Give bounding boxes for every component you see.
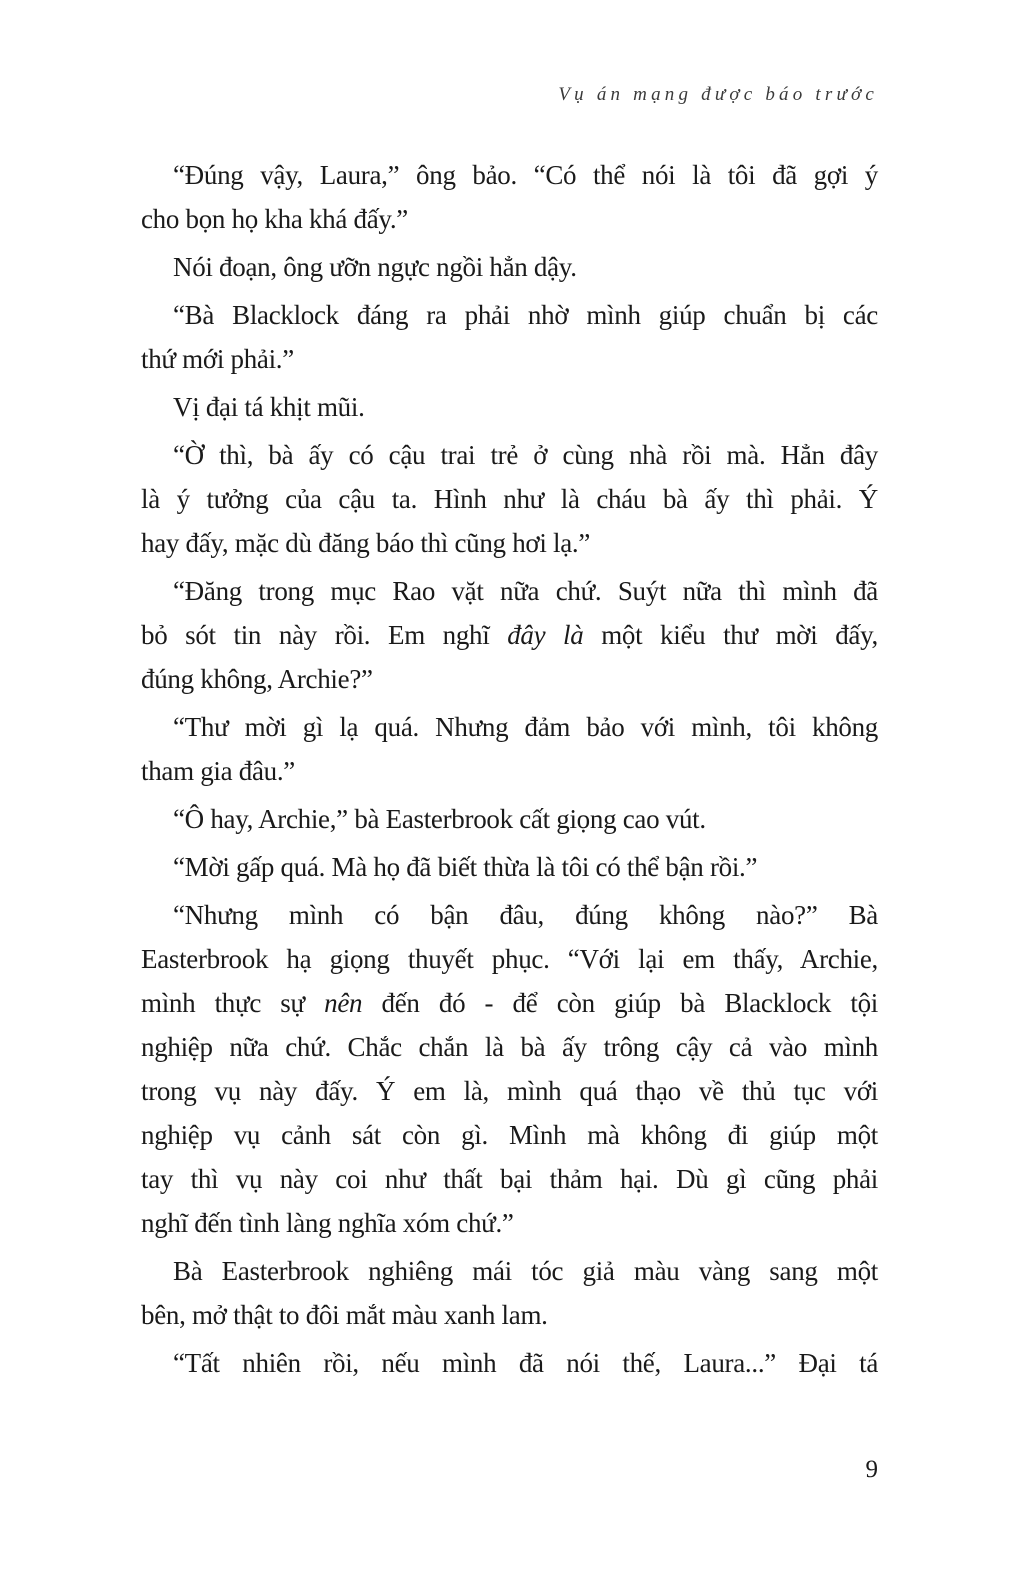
text-segment: trong vụ này đấy. Ý em là, mình quá thạo về thủ tục với	[141, 1076, 878, 1106]
text-line	[173, 435, 878, 475]
text-line	[141, 1295, 878, 1335]
text-segment: nghiệp nữa chứ. Chắc chắn là bà ấy trông cậy cả vào mình	[141, 1032, 878, 1062]
text-line	[173, 295, 878, 335]
text-line	[173, 571, 878, 611]
text-line	[141, 479, 878, 519]
text-segment: Vị đại tá khịt mũi.	[173, 392, 365, 422]
text-line	[173, 707, 878, 747]
text-segment: nghiệp vụ cảnh sát còn gì. Mình mà không đi giúp một	[141, 1120, 878, 1150]
text-line	[141, 1115, 878, 1155]
text-segment: nghĩ đến tình làng nghĩa xóm chứ.”	[141, 1208, 514, 1238]
text-line	[173, 155, 878, 195]
text-segment: đúng không, Archie?”	[141, 664, 373, 694]
text-line	[173, 1251, 878, 1291]
text-line	[141, 659, 878, 699]
text-segment: cho bọn họ kha khá đấy.”	[141, 204, 408, 234]
text-segment: “Mời gấp quá. Mà họ đã biết thừa là tôi có thể bận rồi.”	[173, 852, 758, 882]
text-line	[173, 847, 878, 887]
italic-text: nên	[324, 988, 363, 1018]
text-line	[141, 1027, 878, 1067]
text-line	[141, 939, 878, 979]
running-head: Vụ án mạng được báo trước	[558, 84, 878, 105]
text-line	[141, 1203, 878, 1243]
text-line	[141, 1159, 878, 1199]
text-line	[141, 615, 878, 655]
text-segment: “Đăng trong mục Rao vặt nữa chứ. Suýt nữa thì mình đã	[173, 576, 878, 606]
text-segment: “Ô hay, Archie,” bà Easterbrook cất giọng cao vút.	[173, 804, 706, 834]
text-line	[141, 199, 878, 239]
text-line	[141, 1071, 878, 1111]
text-segment: “Thư mời gì lạ quá. Nhưng đảm bảo với mình, tôi không	[173, 712, 878, 742]
text-line	[173, 895, 878, 935]
text-segment: Nói đoạn, ông ưỡn ngực ngồi hẳn dậy.	[173, 252, 577, 282]
text-segment: là ý tưởng của cậu ta. Hình như là cháu bà ấy thì phải. Ý	[141, 484, 878, 514]
text-segment: Bà Easterbrook nghiêng mái tóc giả màu vàng sang một	[173, 1256, 878, 1286]
text-segment: “Ờ thì, bà ấy có cậu trai trẻ ở cùng nhà rồi mà. Hẳn đây	[173, 440, 878, 470]
text-line	[173, 799, 878, 839]
text-segment: hay đấy, mặc dù đăng báo thì cũng hơi lạ.”	[141, 528, 591, 558]
text-segment: tham gia đâu.”	[141, 756, 295, 786]
text-line	[141, 983, 878, 1023]
text-segment: bỏ sót tin này rồi. Em nghĩ	[141, 620, 508, 650]
text-line	[141, 339, 878, 379]
text-segment: bên, mở thật to đôi mắt màu xanh lam.	[141, 1300, 548, 1330]
page-number: 9	[865, 1456, 878, 1483]
text-segment: đến đó - để còn giúp bà Blacklock tội	[362, 988, 878, 1018]
text-segment: “Bà Blacklock đáng ra phải nhờ mình giúp chuẩn bị các	[173, 300, 878, 330]
text-segment: một kiểu thư mời đấy,	[583, 620, 878, 650]
italic-text: đây là	[507, 620, 584, 650]
text-segment: thứ mới phải.”	[141, 344, 294, 374]
text-segment: “Đúng vậy, Laura,” ông bảo. “Có thể nói là tôi đã gợi ý	[173, 160, 878, 190]
text-line	[141, 523, 878, 563]
text-segment: Easterbrook hạ giọng thuyết phục. “Với lại em thấy, Archie,	[141, 944, 878, 974]
text-line	[141, 751, 878, 791]
text-segment: tay thì vụ này coi như thất bại thảm hại. Dù gì cũng phải	[141, 1164, 878, 1194]
text-line	[173, 247, 878, 287]
text-line	[173, 387, 878, 427]
text-segment: “Tất nhiên rồi, nếu mình đã nói thế, Laura...” Đại tá	[173, 1348, 878, 1378]
text-segment: mình thực sự	[141, 988, 325, 1018]
text-line	[173, 1343, 878, 1383]
text-segment: “Nhưng mình có bận đâu, đúng không nào?” Bà	[173, 900, 878, 930]
